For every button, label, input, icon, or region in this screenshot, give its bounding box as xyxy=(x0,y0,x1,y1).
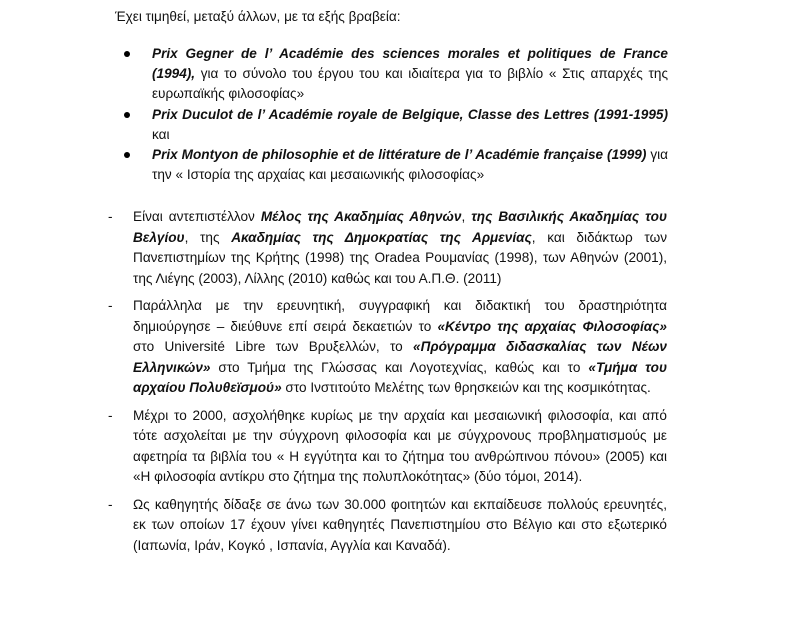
paragraph-text: Παράλληλα με την ερευνητική, συγγραφική και διδακτική του δραστηριότητα δημιούργησε – διεύθυνε επί σειρά δεκαετιών το xyxy=(133,298,667,334)
dash-marker: - xyxy=(108,298,113,313)
paragraph-text: Μέχρι το 2000, ασχολήθηκε κυρίως με την αρχαία και μεσαιωνική φιλοσοφία, και από τότε ασχολείται με την σύγχρονη φιλοσοφία και με σύγχρονους προβληματισμούς με αφετηρία τα βιβλία του « Η εγγύτητα και το ζήτημα του ανθρώπινου πόνου» (2005) και «Η φιλοσοφία αντίκρυ στο ζήτημα της πολυπλοκότητας» (δύο τόμοι, 2014). xyxy=(133,407,667,484)
dash-marker: - xyxy=(108,407,113,423)
bio-paragraph xyxy=(108,495,667,557)
bullet-icon xyxy=(124,112,130,118)
award-description: και xyxy=(152,126,170,142)
paragraph-text: Είναι αντεπιστέλλον xyxy=(133,209,261,224)
emphasis-text: «Πρόγραμμα διδασκαλίας των Νέων Ελληνικών» xyxy=(133,339,667,375)
bio-paragraph xyxy=(108,406,667,488)
award-name: Prix Gegner de l’ Académie des sciences morales et politiques de France (1994), xyxy=(152,46,668,82)
emphasis-text: της Βασιλικής Ακαδημίας του Βελγίου xyxy=(133,209,667,245)
bullet-icon xyxy=(124,51,130,57)
emphasis-text: «Τμήμα του αρχαίου Πολυθεϊσμού» xyxy=(133,359,668,395)
awards-list xyxy=(108,44,668,185)
award-item xyxy=(108,44,668,105)
paragraph-text: , της xyxy=(184,229,232,245)
dash-marker: - xyxy=(108,209,113,224)
dash-marker: - xyxy=(108,496,113,512)
award-description: για το σύνολο του έργου του και ιδιαίτερα για το βιβλίο « Στις απαρχές της ευρωπαϊκής φιλοσοφίας» xyxy=(152,66,668,102)
paragraph-text: στο Université Libre των Βρυξελλών, το xyxy=(133,339,414,354)
award-description: για την « Ιστορία της αρχαίας και μεσαιωνικής φιλοσοφίας» xyxy=(152,147,669,183)
bio-paragraph xyxy=(108,207,667,289)
bio-paragraph xyxy=(108,296,667,399)
emphasis-text: Μέλος της Ακαδημίας Αθηνών xyxy=(260,209,462,224)
paragraph-text: , xyxy=(461,209,472,224)
paragraph-text: , και διδάκτωρ των Πανεπιστημίων της Κρήτης (1998) της Oradea Ρουμανίας (1998), των Αθηνών (2001), της Λιέγης (2003), Λίλλης (2010) καθώς και του Α.Π.Θ. (2011) xyxy=(133,229,668,286)
award-name: Prix Duculot de l’ Académie royale de Belgique, Classe des Lettres (1991-1995) xyxy=(152,106,668,122)
paragraph-text: Ως καθηγητής δίδαξε σε άνω των 30.000 φοιτητών και εκπαίδευσε πολλούς ερευνητές, εκ των οποίων 17 έχουν γίνει καθηγητές Πανεπιστημίου στο Βέλγιο και στο εξωτερικό (Ιαπωνία, Ιράν, Κογκό , Ισπανία, Αγγλία και Καναδά). xyxy=(133,496,667,553)
award-item xyxy=(108,145,668,185)
paragraph-text: στο Ινστιτούτο Μελέτης των θρησκειών και της κοσμικότητας. xyxy=(281,380,651,395)
bullet-icon xyxy=(124,152,130,158)
emphasis-text: Ακαδημίας της Δημοκρατίας της Αρμενίας xyxy=(231,229,532,245)
award-item xyxy=(108,105,668,145)
paragraph-text: στο Τμήμα της Γλώσσας και Λογοτεχνίας, καθώς και το xyxy=(210,359,589,375)
award-name: Prix Montyon de philosophie et de littérature de l’ Académie française (1999) xyxy=(152,147,647,163)
bio-list xyxy=(108,207,667,556)
emphasis-text: «Κέντρο της αρχαίας Φιλοσοφίας» xyxy=(437,318,667,334)
awards-intro: Έχει τιμηθεί, μεταξύ άλλων, με τα εξής βραβεία: xyxy=(115,9,401,24)
